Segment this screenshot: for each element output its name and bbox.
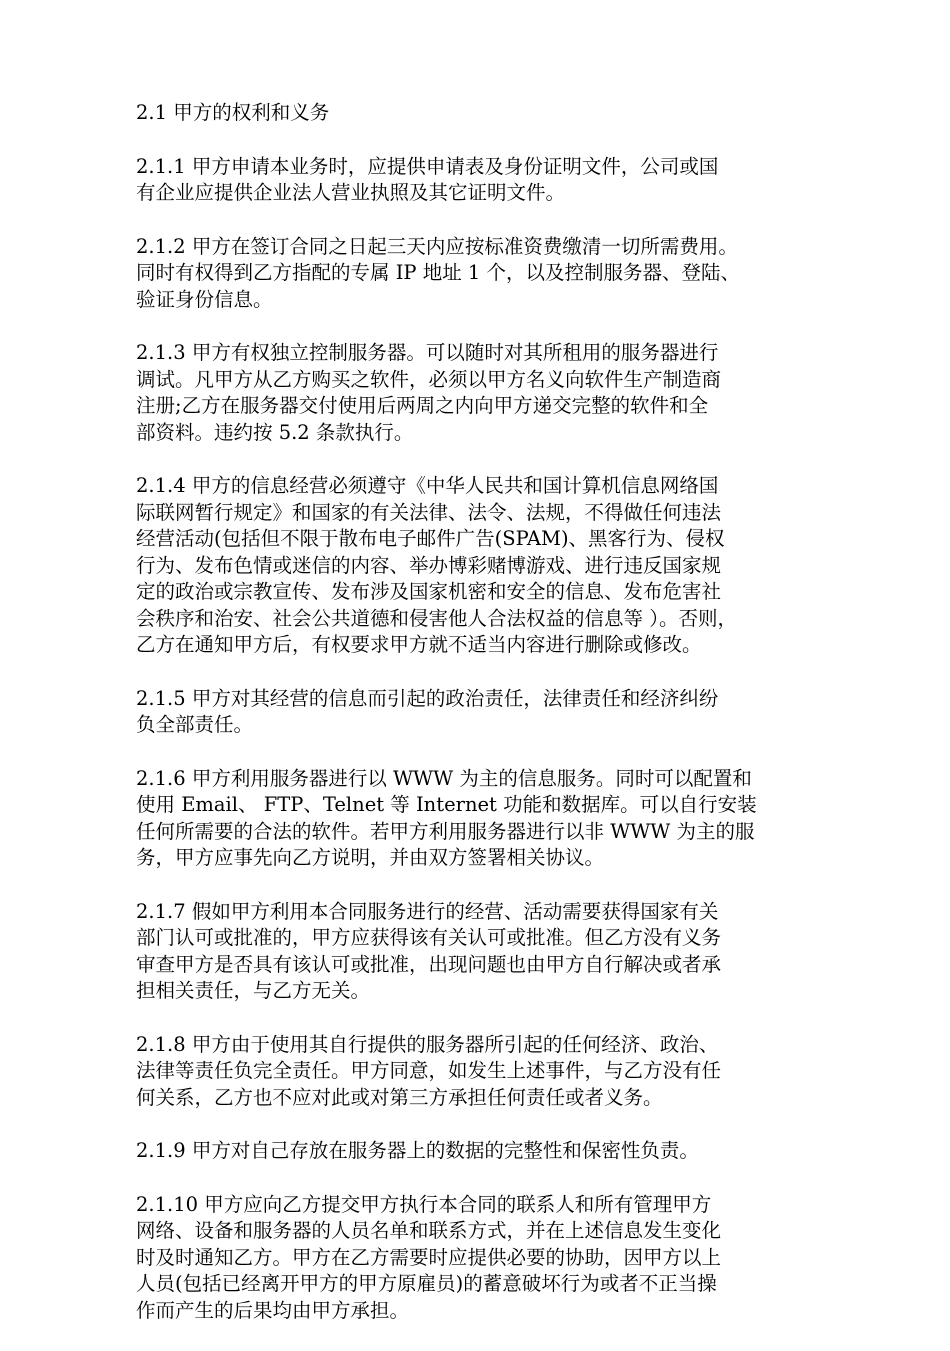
- section-heading: 2.1 甲方的权利和义务: [136, 101, 330, 124]
- clause-line: 使用 Email、 FTP、Telnet 等 Internet 功能和数据库。可以自行安装: [136, 793, 757, 816]
- clause-line: 2.1.7 假如甲方利用本合同服务进行的经营、活动需要获得国家有关: [136, 899, 719, 923]
- clause-line: 2.1.6 甲方利用服务器进行以 WWW 为主的信息服务。同时可以配置和: [136, 766, 752, 790]
- clause-line: 定的政治或宗教宣传、发布涉及国家机密和安全的信息、发布危害社: [136, 580, 722, 603]
- clause-line: 2.1.2 甲方在签订合同之日起三天内应按标准资费缴清一切所需费用。: [136, 234, 738, 258]
- clause-line: 调试。凡甲方从乙方购买之软件，必须以甲方名义向软件生产制造商: [136, 367, 722, 391]
- clause-line: 2.1.4 甲方的信息经营必须遵守《中华人民共和国计算机信息网络国: [136, 474, 719, 497]
- clause-line: 注册;乙方在服务器交付使用后两周之内向甲方递交完整的软件和全: [136, 394, 709, 417]
- clause-line: 部门认可或批准的，甲方应获得该有关认可或批准。但乙方没有义务: [136, 926, 722, 949]
- clause-line: 务，甲方应事先向乙方说明，并由双方签署相关协议。: [136, 846, 605, 869]
- clause-line: 何关系，乙方也不应对此或对第三方承担任何责任或者义务。: [136, 1085, 663, 1109]
- clause-line: 2.1.1 甲方申请本业务时，应提供申请表及身份证明文件，公司或国: [136, 154, 719, 178]
- clause-paragraph: [136, 1192, 818, 1325]
- clause-paragraph: [136, 234, 818, 314]
- clause-paragraph: [136, 473, 818, 659]
- clause-line: 负全部责任。: [136, 713, 254, 736]
- clause-paragraph: [136, 766, 818, 872]
- clause-line: 2.1.3 甲方有权独立控制服务器。可以随时对其所租用的服务器进行: [136, 341, 719, 364]
- clause-paragraph: [136, 340, 818, 446]
- clause-line: 有企业应提供企业法人营业执照及其它证明文件。: [136, 181, 566, 204]
- clause-line: 网络、设备和服务器的人员名单和联系方式，并在上述信息发生变化: [136, 1219, 722, 1242]
- document-page: [136, 100, 818, 1351]
- clause-paragraph: [136, 154, 818, 207]
- clause-line: 担相关责任，与乙方无关。: [136, 979, 371, 1002]
- clause-list: [136, 154, 818, 1325]
- clause-line: 法律等责任负完全责任。甲方同意，如发生上述事件，与乙方没有任: [136, 1059, 722, 1082]
- clause-line: 2.1.5 甲方对其经营的信息而引起的政治责任，法律责任和经济纠纷: [136, 686, 719, 710]
- clause-line: 2.1.10 甲方应向乙方提交甲方执行本合同的联系人和所有管理甲方: [136, 1192, 712, 1216]
- clause-line: 时及时通知乙方。甲方在乙方需要时应提供必要的协助，因甲方以上: [136, 1245, 722, 1269]
- clause-line: 行为、发布色情或迷信的内容、举办博彩赌博游戏、进行违反国家规: [136, 553, 722, 577]
- clause-paragraph: [136, 1032, 818, 1112]
- clause-line: 人员(包括已经离开甲方的甲方原雇员)的蓄意破坏行为或者不正当操: [136, 1272, 717, 1295]
- clause-line: 经营活动(包括但不限于散布电子邮件广告(SPAM)、黑客行为、侵权: [136, 527, 725, 550]
- clause-line: 审查甲方是否具有该认可或批准，出现问题也由甲方自行解决或者承: [136, 952, 722, 976]
- clause-line: 作而产生的后果均由甲方承担。: [136, 1298, 410, 1322]
- clause-line: 会秩序和治安、社会公共道德和侵害他人合法权益的信息等 ）。否则，: [136, 606, 737, 630]
- clause-paragraph: [136, 686, 818, 739]
- clause-line: 乙方在通知甲方后，有权要求甲方就不适当内容进行删除或修改。: [136, 633, 702, 656]
- clause-line: 同时有权得到乙方指配的专属 IP 地址 1 个，以及控制服务器、登陆、: [136, 261, 741, 284]
- clause-line: 任何所需要的合法的软件。若甲方利用服务器进行以非 WWW 为主的服: [136, 819, 755, 843]
- clause-line: 验证身份信息。: [136, 287, 273, 311]
- clause-paragraph: [136, 1138, 818, 1165]
- clause-line: 部资料。违约按 5.2 条款执行。: [136, 420, 414, 444]
- clause-paragraph: [136, 899, 818, 1005]
- clause-line: 2.1.8 甲方由于使用其自行提供的服务器所引起的任何经济、政治、: [136, 1032, 719, 1056]
- clause-line: 际联网暂行规定》和国家的有关法律、法令、法规，不得做任何违法: [136, 500, 722, 524]
- clause-line: 2.1.9 甲方对自己存放在服务器上的数据的完整性和保密性负责。: [136, 1139, 699, 1162]
